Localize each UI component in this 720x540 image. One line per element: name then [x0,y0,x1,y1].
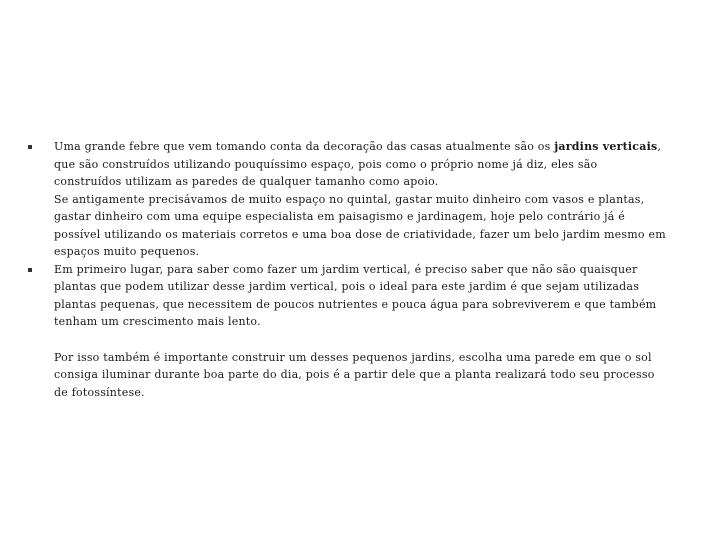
bullet-item [28,261,668,331]
text-run: , que são construídos utilizando pouquíssimo espaço, pois como o próprio nome já diz, eles são construídos utilizam as paredes de qualquer tamanho como apoio. [54,140,662,188]
bullet-marker-icon [28,145,32,149]
bold-text: jardins verticais [554,140,658,153]
text-content [28,138,668,401]
text-run: Uma grande febre que vem tomando conta da decoração das casas atualmente são os [54,140,555,153]
paragraph: Se antigamente precisávamos de muito espaço no quintal, gastar muito dinheiro com vasos e plantas, gastar dinheiro com uma equipe especialista em paisagismo e jardinagem, hoje pelo contrário já é possível utilizando os materiais corretos e uma boa dose de criatividade, fazer um belo jardim mesmo em espaços muito pequenos. [54,192,666,258]
paragraph [54,138,668,191]
closing-paragraph: Por isso também é importante construir um desses pequenos jardins, escolha uma parede em que o sol consiga iluminar durante boa parte do dia, pois é a partir dele que a planta realizará todo seu processo de fotossíntese. [54,350,655,399]
bullet-item [28,138,668,261]
paragraph: Em primeiro lugar, para saber como fazer um jardim vertical, é preciso saber que não são quaisquer plantas que podem utilizar desse jardim vertical, pois o ideal para este jardim é que sejam utilizadas plantas pequenas, que necessitem de poucos nutrientes e pouca água para sobreviverem e que também tenham um crescimento mais lento. [54,262,657,328]
bullet-marker-icon [28,268,32,272]
